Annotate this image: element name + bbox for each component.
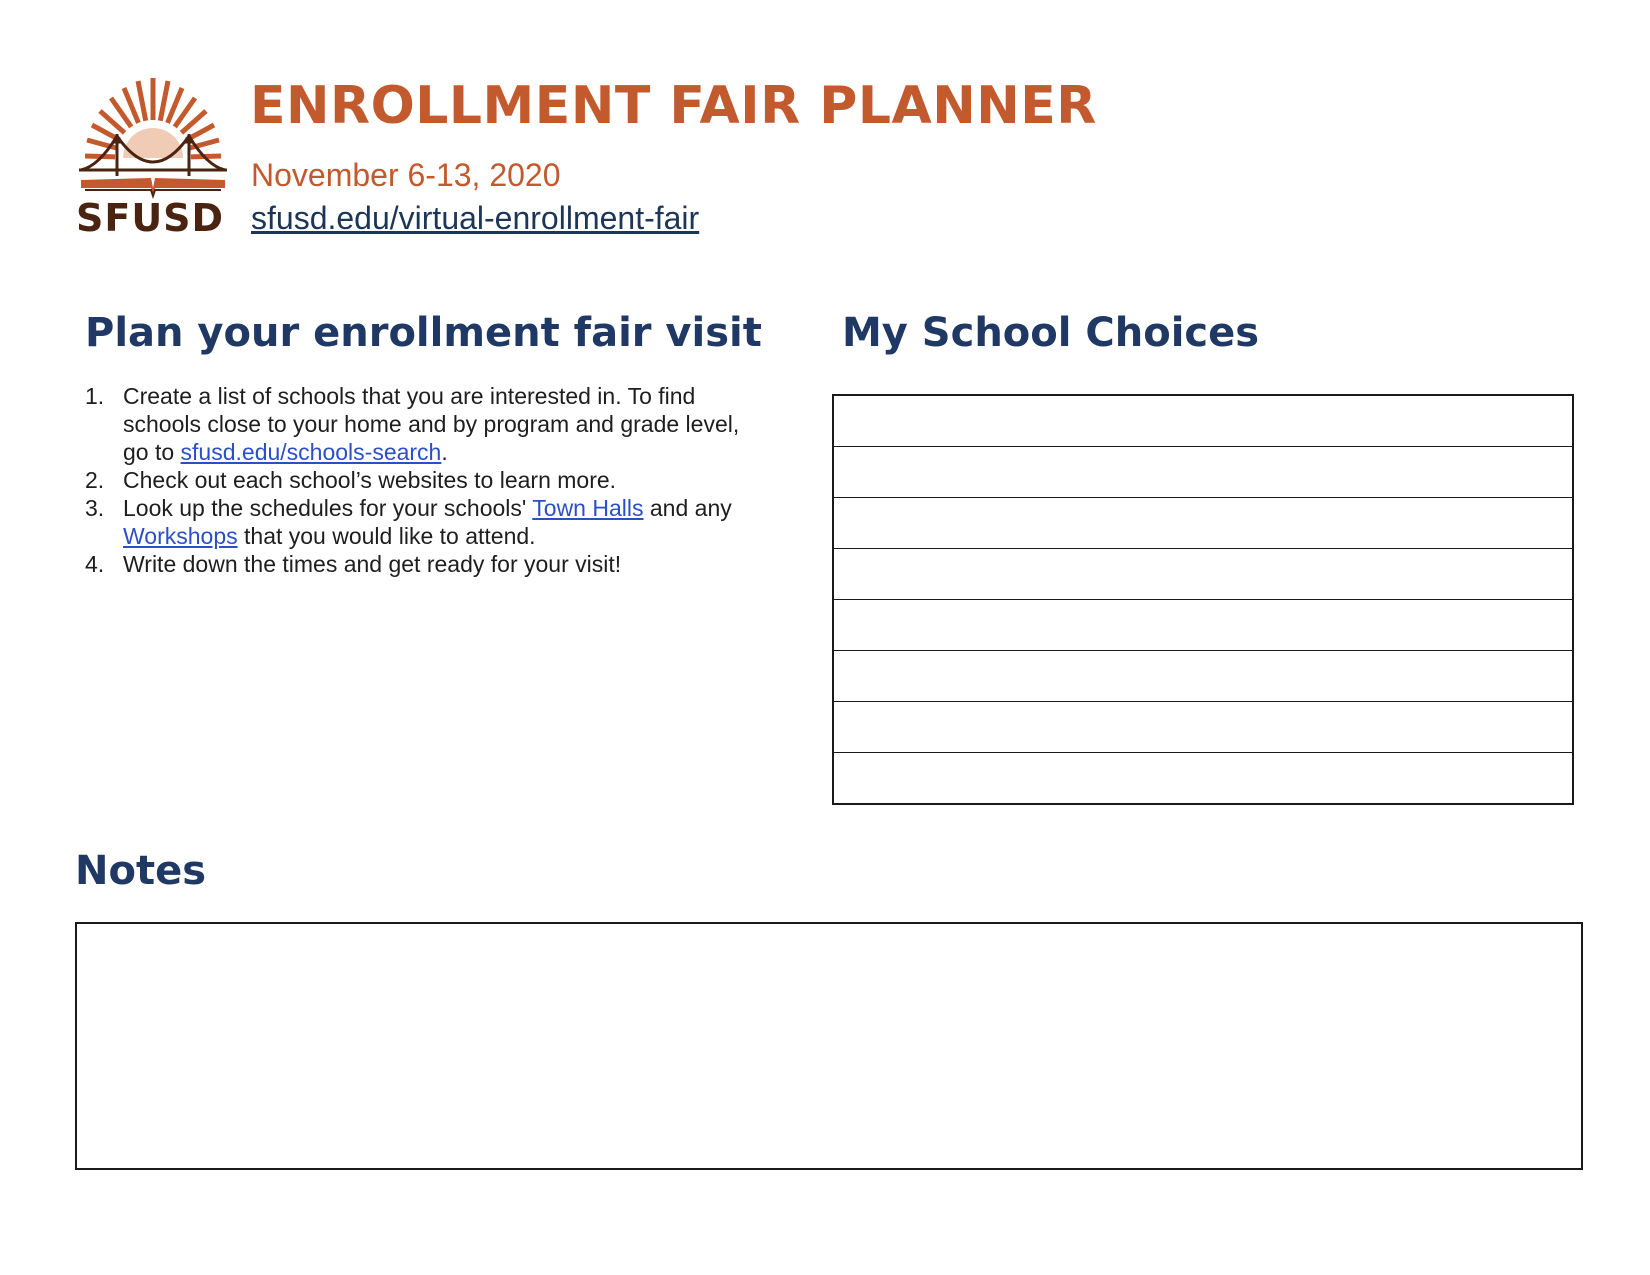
step-text: Write down the times and get ready for your visit! bbox=[123, 551, 622, 577]
school-choices-heading: My School Choices bbox=[842, 310, 1260, 356]
step-text bbox=[123, 382, 755, 466]
step-2 bbox=[85, 466, 755, 494]
step-4 bbox=[85, 550, 755, 578]
step-1 bbox=[85, 382, 755, 466]
school-choice-row[interactable] bbox=[834, 702, 1572, 753]
logo-wordmark: SFUSD bbox=[76, 196, 225, 240]
event-dates: November 6-13, 2020 bbox=[251, 157, 561, 193]
step-text bbox=[123, 494, 755, 550]
step-number: 2. bbox=[85, 467, 105, 493]
school-choices-table bbox=[832, 394, 1574, 805]
notes-box[interactable] bbox=[75, 922, 1583, 1170]
notes-heading: Notes bbox=[75, 848, 207, 894]
step-text: Check out each school’s websites to learn more. bbox=[123, 467, 617, 493]
school-choice-row[interactable] bbox=[834, 753, 1572, 803]
step-text-part: and any bbox=[643, 495, 732, 521]
step-text-part: Create a list of schools that you are interested in. To find schools close to your home and by program and grade level, go to bbox=[123, 383, 740, 465]
page-title: ENROLLMENT FAIR PLANNER bbox=[250, 76, 1097, 136]
workshops-link[interactable]: Workshops bbox=[123, 523, 238, 549]
step-number: 3. bbox=[85, 495, 105, 521]
school-choice-row[interactable] bbox=[834, 600, 1572, 651]
plan-heading: Plan your enrollment fair visit bbox=[85, 310, 762, 356]
school-choice-row[interactable] bbox=[834, 498, 1572, 549]
school-choice-row[interactable] bbox=[834, 651, 1572, 702]
school-choice-row[interactable] bbox=[834, 549, 1572, 600]
school-choice-row[interactable] bbox=[834, 396, 1572, 447]
step-text-part: Look up the schedules for your schools' bbox=[123, 495, 533, 521]
schools-search-link[interactable]: sfusd.edu/schools-search bbox=[180, 439, 442, 465]
step-text-part: . bbox=[441, 439, 448, 465]
steps-list bbox=[85, 382, 755, 578]
step-text-part: that you would like to attend. bbox=[237, 523, 536, 549]
step-number: 1. bbox=[85, 383, 105, 409]
step-number: 4. bbox=[85, 551, 105, 577]
step-3 bbox=[85, 494, 755, 550]
school-choice-row[interactable] bbox=[834, 447, 1572, 498]
town-halls-link[interactable]: Town Halls bbox=[532, 495, 644, 521]
virtual-fair-link[interactable]: sfusd.edu/virtual-enrollment-fair bbox=[251, 200, 700, 236]
